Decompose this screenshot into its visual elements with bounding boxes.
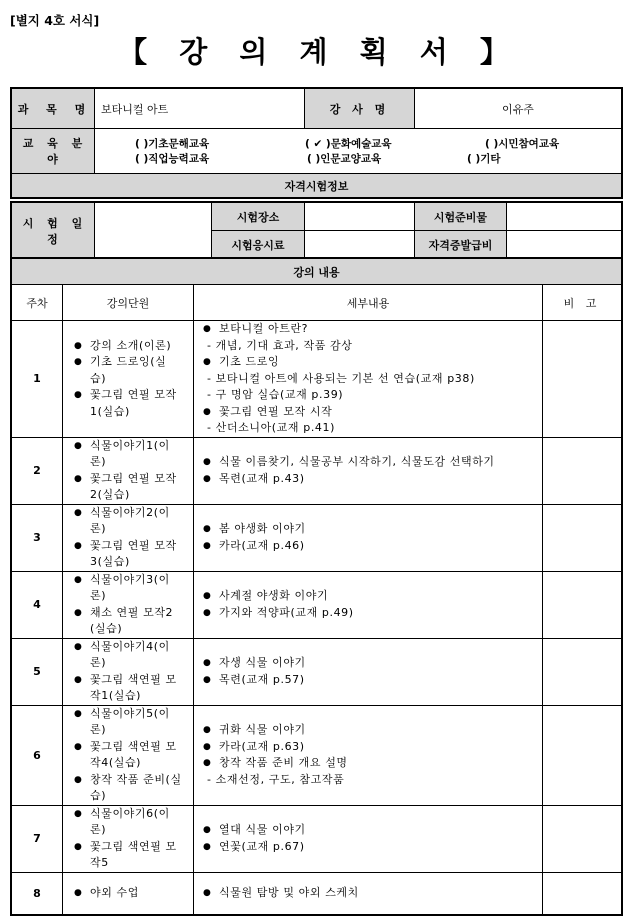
detail-item	[219, 839, 542, 856]
detail-cell	[194, 437, 543, 504]
detail-item	[219, 822, 542, 839]
unit-item: ● 식물이야기3(이론)	[90, 572, 182, 605]
note-cell	[543, 805, 622, 872]
week-number: 8	[12, 872, 63, 914]
instructor-label: 강 사 명	[305, 89, 415, 129]
lecture-row	[12, 638, 622, 705]
detail-item	[219, 454, 542, 471]
exam-fee-value	[305, 231, 415, 259]
unit-cell	[63, 504, 194, 571]
cert-issue-fee-label: 자격증발급비	[415, 231, 507, 259]
exam-date-value	[95, 203, 212, 259]
unit-cell	[63, 437, 194, 504]
unit-item: ● 식물이야기5(이론)	[90, 706, 182, 739]
exam-place-label: 시험장소	[212, 203, 305, 231]
education-field-label: 교 육 분 야	[12, 129, 95, 174]
detail-text: 기초 드로잉	[219, 355, 280, 368]
unit-cell	[63, 638, 194, 705]
detail-subitem: - 소재선정, 구도, 참고작품	[207, 772, 345, 786]
cert-info-table	[11, 202, 622, 259]
detail-item	[219, 755, 542, 772]
detail-subitem: - 구 명암 실습(교재 p.39)	[207, 388, 344, 401]
unit-cell	[63, 805, 194, 872]
detail-text: 꽃그림 연필 모작 시작	[219, 404, 333, 418]
lecture-row	[12, 571, 622, 638]
detail-text: 귀화 식물 이야기	[219, 723, 306, 736]
detail-subitem: - 산더소니아(교재 p.41)	[207, 421, 336, 434]
note-cell	[543, 638, 622, 705]
detail-text: 봄 야생화 이야기	[219, 522, 306, 535]
detail-item	[219, 655, 542, 672]
field-option: ( )시민참여교육	[485, 138, 560, 150]
lecture-row	[12, 437, 622, 504]
unit-item: ● 강의 소개(이론)	[90, 338, 182, 355]
detail-item	[219, 538, 542, 555]
week-number: 5	[12, 638, 63, 705]
lecture-table	[11, 258, 622, 915]
detail-subitem: - 보타니컬 아트에 사용되는 기본 선 연습(교재 p38)	[207, 371, 475, 385]
detail-text: 가지와 적양파(교재 p.49)	[219, 605, 354, 619]
course-name-value: 보타니컬 아트	[95, 89, 305, 129]
unit-item: ● 꽃그림 색연필 모작1(실습)	[90, 672, 182, 705]
unit-item: ● 식물이야기2(이론)	[90, 505, 182, 538]
detail-text: 창작 작품 준비 개요 설명	[219, 756, 348, 769]
detail-item	[219, 521, 542, 538]
unit-item: ● 식물이야기6(이론)	[90, 806, 182, 839]
detail-item	[219, 739, 542, 756]
field-option-row	[135, 136, 621, 151]
detail-text: 사계절 야생화 이야기	[219, 589, 329, 602]
detail-text: 식물 이름찾기, 식물공부 시작하기, 식물도감 선택하기	[219, 455, 495, 468]
field-option: ( )기타	[467, 153, 501, 165]
detail-text: 목련(교재 p.43)	[219, 471, 305, 485]
cert-section-title: 자격시험정보	[12, 174, 622, 198]
detail-text: 보타니컬 아트란?	[219, 322, 309, 335]
week-number: 2	[12, 437, 63, 504]
unit-column-header: 강의단원	[63, 285, 194, 321]
detail-item	[219, 471, 542, 488]
unit-item: ● 꽃그림 색연필 모작4(실습)	[90, 739, 182, 772]
unit-item: ● 식물이야기4(이론)	[90, 639, 182, 672]
lecture-row	[12, 504, 622, 571]
week-number: 3	[12, 504, 63, 571]
lecture-row	[12, 805, 622, 872]
course-info-table	[11, 88, 622, 198]
exam-supplies-value	[507, 203, 622, 231]
detail-text: 카라(교재 p.46)	[219, 538, 305, 552]
detail-cell	[194, 705, 543, 805]
course-name-label: 과 목 명	[12, 89, 95, 129]
instructor-value: 이유주	[415, 89, 622, 129]
unit-item: ● 야외 수업	[90, 885, 182, 902]
detail-cell	[194, 321, 543, 438]
detail-item	[219, 404, 542, 421]
detail-text: 자생 식물 이야기	[219, 656, 306, 669]
unit-cell	[63, 571, 194, 638]
lecture-row	[12, 321, 622, 438]
field-option-row	[135, 151, 621, 166]
week-number: 6	[12, 705, 63, 805]
document-title: 【 강 의 계 획 서 】	[118, 35, 520, 69]
exam-date-label: 시 험 일 정	[12, 203, 95, 259]
detail-cell	[194, 504, 543, 571]
unit-item: ● 꽃그림 색연필 모작5	[90, 839, 182, 872]
form-number-label: [별지 4호 서식]	[10, 13, 100, 28]
cert-issue-fee-value	[507, 231, 622, 259]
unit-cell	[63, 321, 194, 438]
note-cell	[543, 321, 622, 438]
lecture-section-title: 강의 내용	[12, 259, 622, 285]
detail-column-header: 세부내용	[194, 285, 543, 321]
field-option: ( )직업능력교육	[135, 153, 210, 165]
unit-item: ● 창작 작품 준비(실습)	[90, 772, 182, 805]
field-option: ( ✔ )문화예술교육	[305, 138, 392, 150]
unit-item: ● 기초 드로잉(실습)	[90, 354, 182, 387]
lecture-row	[12, 705, 622, 805]
unit-item: ● 채소 연필 모작2(실습)	[90, 605, 182, 638]
field-option: ( )기초문해교육	[135, 138, 210, 150]
detail-cell	[194, 805, 543, 872]
detail-cell	[194, 638, 543, 705]
detail-item	[219, 722, 542, 739]
field-option: ( )인문교양교육	[307, 153, 382, 165]
week-column-header: 주차	[12, 285, 63, 321]
unit-cell	[63, 872, 194, 914]
note-cell	[543, 437, 622, 504]
unit-cell	[63, 705, 194, 805]
detail-item	[219, 605, 542, 622]
detail-text: 목련(교재 p.57)	[219, 672, 305, 686]
week-number: 1	[12, 321, 63, 438]
unit-item: ● 꽃그림 연필 모작2(실습)	[90, 471, 182, 504]
detail-text: 연꽃(교재 p.67)	[219, 839, 305, 853]
exam-supplies-label: 시험준비물	[415, 203, 507, 231]
note-column-header: 비 고	[543, 285, 622, 321]
week-number: 7	[12, 805, 63, 872]
detail-item	[219, 588, 542, 605]
detail-item	[219, 672, 542, 689]
unit-item: ● 식물이야기1(이론)	[90, 438, 182, 471]
detail-cell	[194, 872, 543, 914]
week-number: 4	[12, 571, 63, 638]
unit-item: ● 꽃그림 연필 모작3(실습)	[90, 538, 182, 571]
note-cell	[543, 872, 622, 914]
note-cell	[543, 571, 622, 638]
education-field-options	[95, 129, 622, 174]
note-cell	[543, 504, 622, 571]
lecture-row	[12, 872, 622, 914]
exam-place-value	[305, 203, 415, 231]
detail-item	[219, 321, 542, 338]
detail-text: 식물원 탐방 및 야외 스케치	[219, 885, 359, 899]
detail-cell	[194, 571, 543, 638]
exam-fee-label: 시험응시료	[212, 231, 305, 259]
detail-item	[219, 354, 542, 371]
detail-text: 열대 식물 이야기	[219, 823, 306, 836]
note-cell	[543, 705, 622, 805]
detail-item	[219, 885, 542, 902]
unit-item: ● 꽃그림 연필 모작1(실습)	[90, 387, 182, 420]
detail-subitem: - 개념, 기대 효과, 작품 감상	[207, 338, 353, 352]
detail-text: 카라(교재 p.63)	[219, 739, 305, 753]
